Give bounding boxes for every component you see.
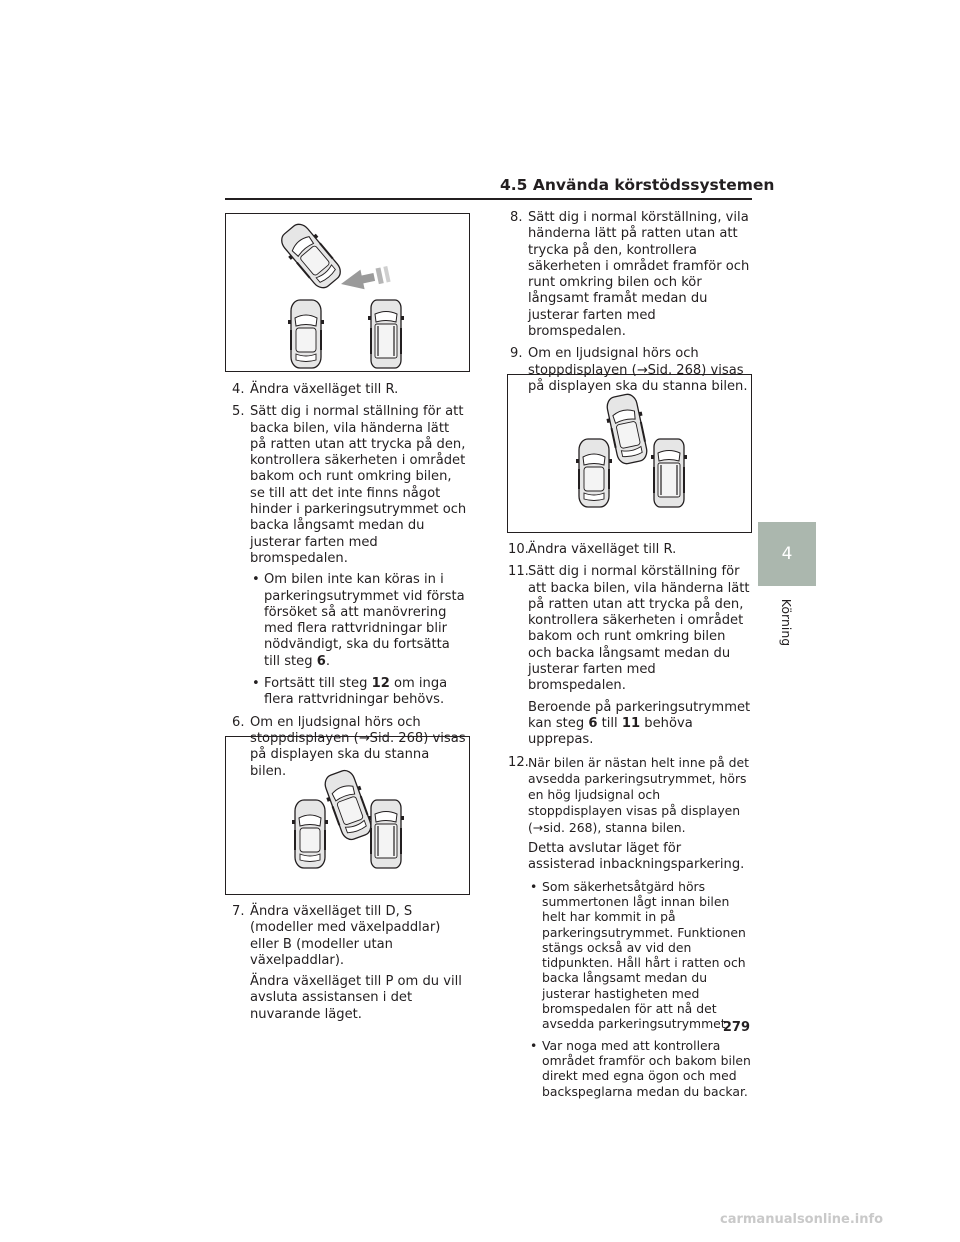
reverse-arrow (339, 264, 391, 294)
step-number: 5. (232, 404, 245, 420)
watermark: carmanualsonline.info (720, 1212, 884, 1227)
parked-car-left (292, 800, 328, 868)
note-text: till (601, 715, 618, 731)
step-10 (508, 542, 752, 558)
step-reference: 12 (371, 676, 390, 692)
step-reference: 11 (621, 715, 641, 731)
step-text: Om en ljudsignal hörs och stoppdisplayen (→Sid. 268) visas på displayen ska du stanna bilen. (250, 714, 466, 779)
step-note: Ändra växelläget till P om du vill avsluta assistansen i det nuvarande läget. (250, 974, 462, 1022)
step-number: 10. (508, 542, 529, 557)
step-reference: 6 (316, 653, 326, 669)
bullet-text: om inga flera rattvridningar behövs. (264, 676, 448, 708)
step-6 (232, 715, 468, 780)
step-number: 12. (508, 754, 529, 770)
note-text: behöva upprepas. (528, 715, 693, 748)
left-column-lower (232, 904, 468, 1029)
bullet-text: Om bilen inte kan köras in i parkeringsutrymmet vid första försöket så att manövrering med flera rattvridningar blir nödvändigt, ska du fortsätta till steg (264, 572, 465, 669)
step-text: Ändra växelläget till R. (528, 542, 677, 557)
parked-car-left (576, 439, 612, 507)
step-number: 11. (508, 564, 529, 580)
note-text: Beroende på parkeringsutrymmet kan steg (528, 699, 751, 731)
step-note (528, 700, 752, 749)
left-column (232, 382, 468, 786)
step-9 (510, 346, 752, 395)
step-text: Sätt dig i normal körställning för att backa bilen, vila händerna lätt på ratten utan att trycka på den, kontrollera säkerheten i området bakom och runt omkring bilen och backa långsamt medan du justerar farten med bromspedalen. (528, 564, 750, 694)
maneuvering-car (275, 218, 346, 293)
chapter-label-text: Körning (779, 598, 795, 646)
parked-suv-right (651, 439, 687, 507)
step-text: Sätt dig i normal körställning, vila händerna lätt på ratten utan att trycka på den, kontrollera säkerheten i området framför och runt omkring bilen och kör långsamt framåt medan du justerar farten med bromspedalen. (528, 210, 750, 340)
parked-suv-right (368, 800, 404, 868)
step-8 (510, 210, 752, 340)
bullet-text: Fortsätt till steg (264, 676, 368, 692)
step-text: Om en ljudsignal hörs och stoppdisplayen (→Sid. 268) visas på displayen ska du stanna bilen. (528, 346, 748, 394)
step-number: 4. (232, 382, 245, 397)
bullet-item (250, 572, 468, 670)
step-text: Ändra växelläget till R. (250, 382, 399, 397)
step-number: 7. (232, 904, 245, 919)
bullet-text-end: . (325, 653, 331, 669)
step-number: 6. (232, 714, 245, 730)
bullet-text: Var noga med att kontrollera området framför och bakom bilen direkt med egna ögon och med backspeglarna medan du backar. (542, 1037, 751, 1099)
step-text: Ändra växelläget till D, S (modeller med växelpaddlar) eller B (modeller utan växelpaddlar). (250, 904, 441, 968)
page-number: 279 (722, 1020, 750, 1035)
maneuvering-car (602, 392, 651, 466)
step-note: Detta avslutar läget för assisterad inbackningsparkering. (528, 841, 745, 873)
bullet-text: Som säkerhetsåtgärd hörs summertonen lågt innan bilen helt har kommit in på parkeringsutrymmet. Funktionen stängs också av vid den tidpunkten. Håll hårt i ratten och backa långsamt medan du justerar hastigheten med bromspedalen för att nå det avsedda parkeringsutrymmet. (542, 878, 746, 1032)
step-5 (232, 404, 468, 708)
step-reference: 6 (588, 715, 598, 731)
step-text: När bilen är nästan helt inne på det avsedda parkeringsutrymmet, hörs en hög ljudsignal och stoppdisplayen visas på displayen (→sid. 268), stanna bilen. (528, 754, 749, 835)
step-number: 8. (510, 210, 523, 225)
right-column (510, 210, 752, 401)
step-4 (232, 382, 468, 398)
header-rule (225, 198, 752, 200)
bullet-item (528, 1038, 752, 1099)
step-11 (508, 564, 752, 748)
section-title: 4.5 Använda körstödssystemen (500, 176, 775, 194)
chapter-tab: 4 (758, 522, 816, 586)
bullet-item (528, 879, 752, 1032)
step-number: 9. (510, 346, 523, 362)
bullet-item (250, 676, 468, 709)
parked-car-left (288, 300, 324, 368)
step-7 (232, 904, 468, 1023)
figure-parking-approach (225, 213, 470, 372)
parked-suv-right (368, 300, 404, 368)
step-12 (508, 755, 752, 1099)
chapter-label (758, 592, 816, 652)
step-text: Sätt dig i normal ställning för att backa bilen, vila händerna lätt på ratten utan att trycka på den, kontrollera säkerheten i området bakom och runt omkring bilen, se till att det inte finns något hinder i parkeringsutrymmet och backa långsamt medan du justerar farten med bromspedalen. (250, 404, 467, 566)
